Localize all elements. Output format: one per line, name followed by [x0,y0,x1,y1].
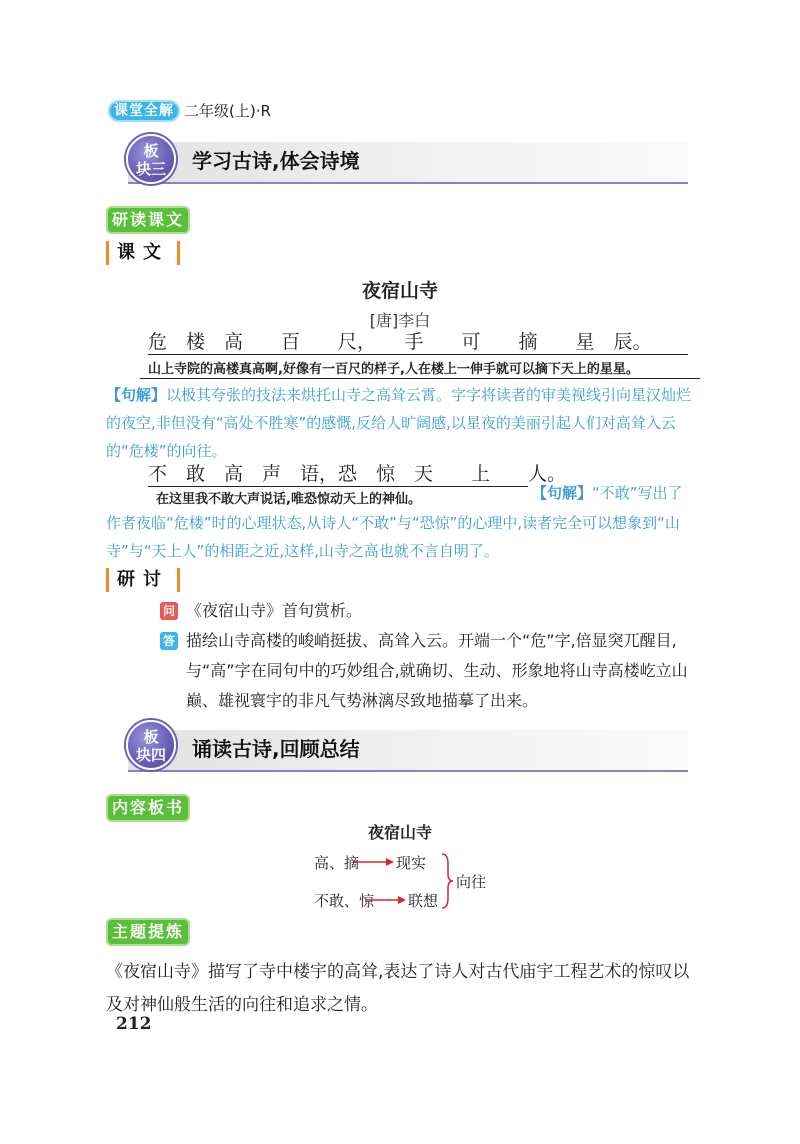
board-tag: 内容板书 [106,794,190,822]
page-number: 212 [116,1014,152,1034]
note-text: “不敢”写出了 [592,484,683,502]
board-row1-left: 高、摘 [314,854,360,872]
line1-note [106,381,698,465]
poem-line-1: 危 楼 高 百 尺， 手 可 摘 星 辰。 [148,330,688,355]
theme-text: 《夜宿山寺》描写了寺中楼宇的高耸,表达了诗人对古代庙宇工程艺术的惊叹以及对神仙般生活的向往和追求之情。 [106,962,690,1015]
badge-char: 块 [135,746,151,764]
section3-badge [126,134,176,184]
section4-title: 诵读古诗,回顾总结 [192,737,360,761]
board-result: 向往 [456,873,487,891]
discuss-label: 研讨 [106,568,180,592]
badge-char: 三 [151,160,167,178]
board-row2-left: 不敢、惊 [314,892,375,910]
translation-1: 山上寺院的高楼真高啊,好像有一百尺的样子,人在楼上一伸手就可以摘下天上的星星。 [148,362,639,377]
badge-char: 块 [135,160,151,178]
badge-char: 板 [143,728,159,746]
running-header-text: 二年级(上)·R [184,102,271,120]
badge-char: 四 [151,746,167,764]
section4-badge [126,720,176,770]
arrow-icon [354,852,394,872]
question-icon: 问 [160,602,178,620]
brace-icon [440,852,454,910]
question-text: 《夜宿山寺》首句赏析。 [186,601,363,620]
poem-title: 夜宿山寺 [361,280,438,302]
text-label: 课文 [106,241,180,265]
series-logo: 课堂全解 [108,100,180,122]
note-label: 【句解】 [532,484,593,502]
badge-char: 板 [143,142,159,160]
divider [140,378,700,379]
theme-tag: 主题提炼 [106,918,190,946]
poem-line-2: 不 敢 高 声 语，恐 惊 天 上 人。 [148,463,567,485]
line2-note-start [532,479,702,507]
translation-2: 在这里我不敢大声说话,唯恐惊动天上的神仙。 [156,492,421,507]
section3-title: 学习古诗,体会诗境 [192,149,360,173]
answer-text: 描绘山寺高楼的峻峭挺拔、高耸入云。开端一个“危”字,倍显突兀醒目,与“高”字在同句中的巧妙组合,就确切、生动、形象地将山寺高楼屹立山巅、雄视寰宇的非凡气势淋漓尽致地描摹了出来。 [186,631,688,710]
board-title: 夜宿山寺 [367,823,432,842]
study-text-tag: 研读课文 [106,206,190,234]
arrow-icon [366,890,406,910]
board-row2-right: 联想 [408,892,439,910]
answer-icon: 答 [160,632,178,650]
note-text: 以极其夸张的技法来烘托山寺之高耸云霄。字字将读者的审美视线引向星汉灿烂的夜空,非但没有“高处不胜寒”的感慨,反给人旷阔感,以星夜的美丽引起人们对高耸入云的“危楼”的向往。 [106,386,692,460]
board-row1-right: 现实 [396,854,427,872]
line2-note-rest: 作者夜临“危楼”时的心理状态,从诗人“不敢”与“恐惊”的心理中,读者完全可以想象到“山寺”与“天上人”的相距之近,这样,山寺之高也就不言自明了。 [106,514,680,560]
note-label: 【句解】 [106,386,167,404]
poem-author: [唐]李白 [369,311,431,330]
